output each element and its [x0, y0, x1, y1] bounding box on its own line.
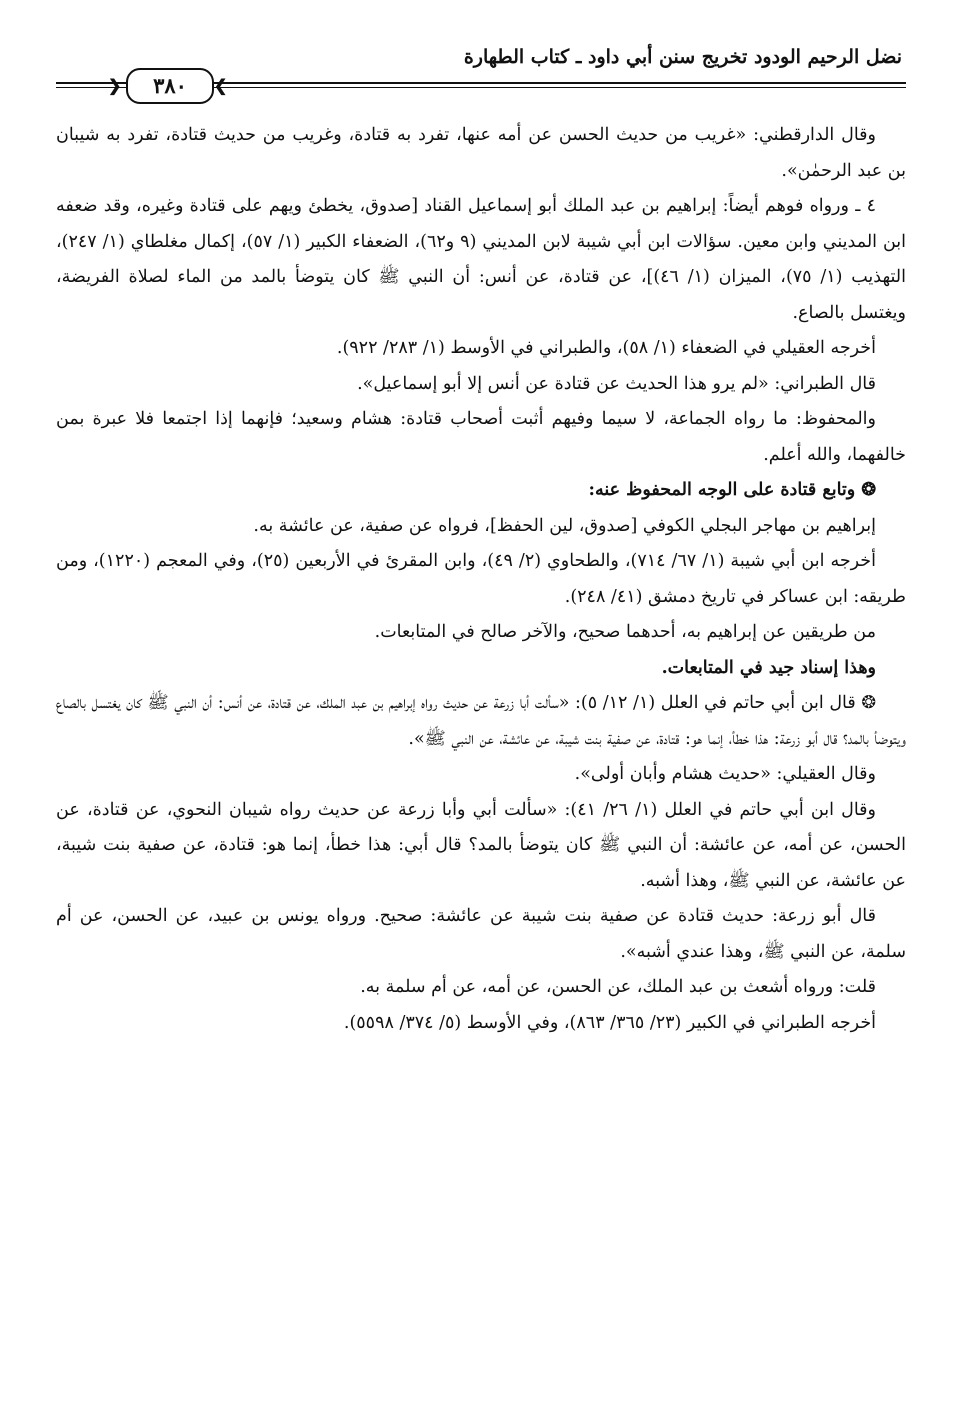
book-title: نضل الرحيم الودود تخريج سنن أبي داود ـ كتاب الطهارة [463, 46, 902, 68]
paragraph: قال أبو زرعة: حديث قتادة عن صفية بنت شيبة عن عائشة: صحيح. ورواه يونس بن عبيد، عن الحسن، عن أم سلمة، عن النبي ﷺ، وهذا عندي أشبه». [56, 906, 906, 962]
ornament-right-icon: ❯ [214, 76, 228, 95]
page [56, 0, 906, 1407]
paragraph: ٤ ـ ورواه فوهم أيضاً: إبراهيم بن عبد الملك أبو إسماعيل القناد [صدوق، يخطئ ويهم على قتادة وغيره، وقد ضعفه ابن المديني وابن معين. سؤالات ابن أبي شيبة لابن المديني (٩ و٦٢)، الضعفاء الكبير (١/ ٥٧)، إكمال مغلطاي (١/ ٢٤٧)، التهذيب (١/ ٧٥)، الميزان (١/ ٤٦)]، عن قتادة، عن أنس: أن النبي ﷺ كان يتوضأ بالمد من الماء لصلاة الفريضة، ويغتسل بالصاع. [56, 196, 907, 323]
page-number: ٣٨٠ [126, 68, 214, 104]
paragraph: إبراهيم بن مهاجر البجلي الكوفي [صدوق، لين الحفظ]، فرواه عن صفية، عن عائشة به. [253, 515, 876, 536]
paragraph: قلت: ورواه أشعث بن عبد الملك، عن الحسن، عن أمه، عن أم سلمة به. [360, 977, 876, 997]
paragraph: وقال العقيلي: «حديث هشام وأبان أولى». [574, 764, 876, 784]
paragraph: أخرجه ابن أبي شيبة (١/ ٦٧/ ٧١٤)، والطحاوي (٢/ ٤٩)، وابن المقرئ في الأربعين (٢٥)، وفي المعجم (١٢٢٠)، ومن طريقه: ابن عساكر في تاريخ دمشق (٤١/ ٢٤٨). [56, 551, 906, 607]
paragraph: والمحفوظ: ما رواه الجماعة، لا سيما وفيهم أثبت أصحاب قتادة: هشام وسعيد؛ فإنهما إذا اجتمعا فلا عبرة بمن خالفهما، والله أعلم. [56, 409, 906, 465]
paragraph: أخرجه الطبراني في الكبير (٢٣/ ٣٦٥/ ٨٦٣)، وفي الأوسط (٥/ ٣٧٤/ ٥٥٩٨). [343, 1012, 876, 1033]
paragraph: من طريقين عن إبراهيم به، أحدهما صحيح، والآخر صالح في المتابعات. [374, 622, 876, 642]
body-text [56, 118, 906, 1041]
ornament-left-icon: ❮ [108, 76, 122, 95]
paragraph-conclusion: وهذا إسناد جيد في المتابعات. [661, 657, 876, 678]
paragraph: قال الطبراني: «لم يرو هذا الحديث عن قتادة عن أنس إلا أبو إسماعيل». [357, 373, 876, 394]
running-header [56, 38, 906, 108]
paragraph: وقال ابن أبي حاتم في العلل (١/ ٢٦/ ٤١): «سألت أبي وأبا زرعة عن حديث رواه شيبان النحوي، عن قتادة، عن الحسن، عن أمه، عن عائشة: أن النبي ﷺ كان يتوضأ بالمد؟ قال أبي: هذا خطأ، إنما هو: قتادة، عن صفية بنت شيبة، عن عائشة، عن النبي ﷺ، وهذا أشبه. [56, 799, 906, 891]
paragraph: وقال الدارقطني: «غريب من حديث الحسن عن أمه عنها، تفرد به قتادة، وغريب من حديث قتادة، تفرد به شيبان بن عبد الرحمٰن». [56, 125, 906, 181]
paragraph: ❂ قال ابن أبي حاتم في العلل (١/ ١٢/ ٥): «سألت أبا زرعة عن حديث رواه إبراهيم بن عبد الملك، عن قتادة، عن أنس: أن النبي ﷺ كان يغتسل بالصاع ويتوضأ بالمد؟ قال أبو زرعة: هذا خطأ، إنما هو: قتادة، عن صفية بنت شيبة، عن عائشة، عن النبي ﷺ». [56, 693, 906, 749]
paragraph: أخرجه العقيلي في الضعفاء (١/ ٥٨)، والطبراني في الأوسط (١/ ٢٨٣/ ٩٢٢). [336, 338, 876, 358]
section-heading: ❂ وتابع قتادة على الوجه المحفوظ عنه: [588, 480, 876, 500]
